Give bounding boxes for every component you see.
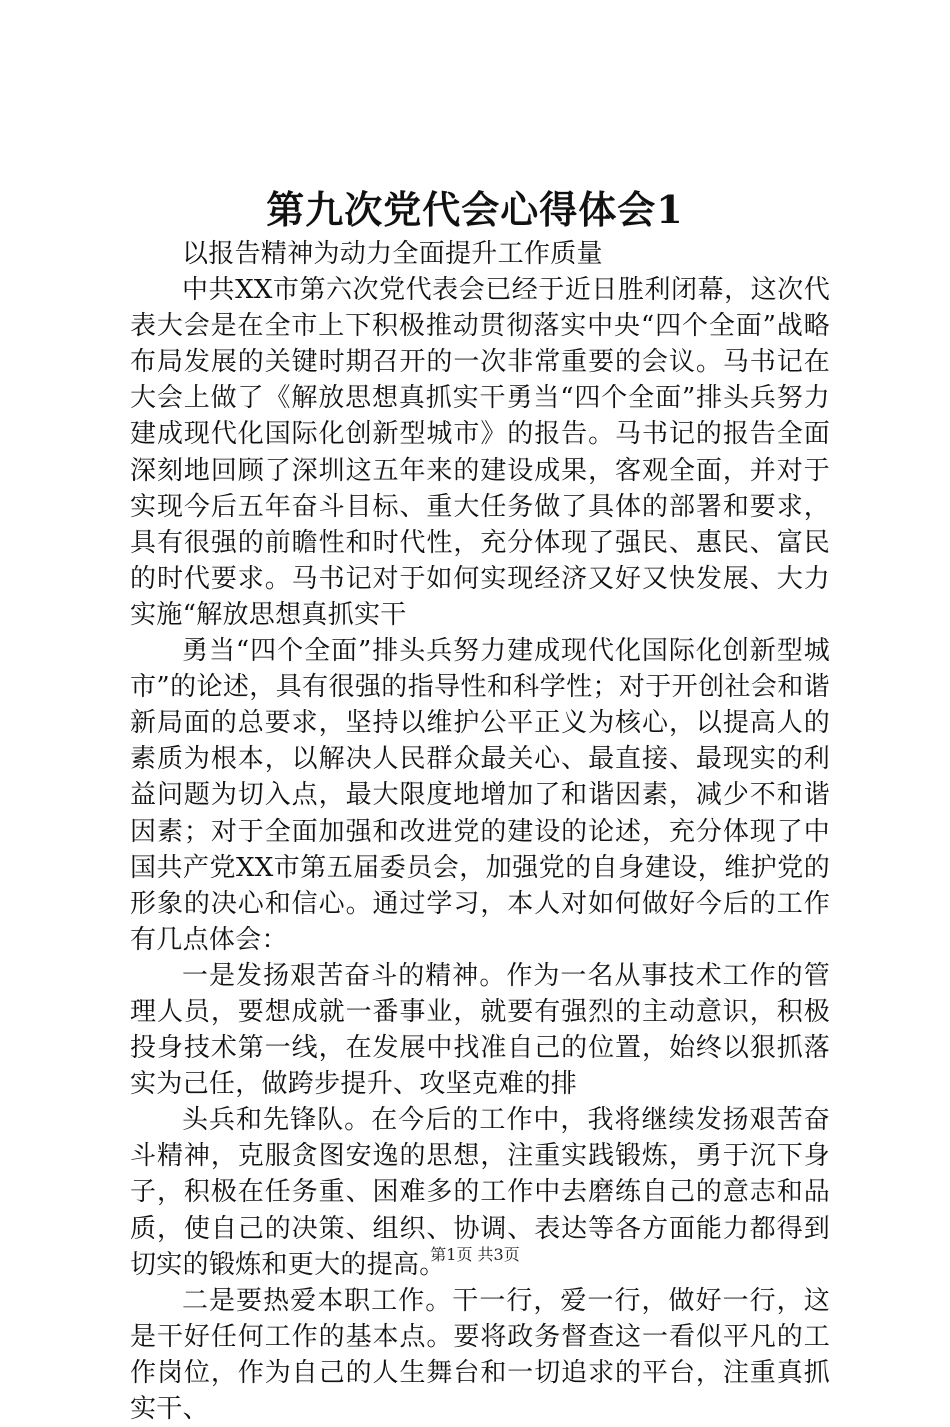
paragraph: 勇当“四个全面”排头兵努力建成现代化国际化创新型城市”的论述，具有很强的指导性和科学性；对于开创社会和谐新局面的总要求，坚持以维护公平正义为核心，以提高人的素质为根本，以解决人民群众最关心、最直接、最现实的利益问题为切入点，最大限度地增加了和谐因素，减少不和谐因素；对于全面加强和改进党的建设的论述，充分体现了中国共产党XX市第五届委员会，加强党的自身建设，维护党的形象的决心和信心。通过学习，本人对如何做好今后的工作有几点体会： xyxy=(130,636,830,955)
document-title: 第九次党代会心得体会1 xyxy=(266,187,684,232)
paragraph: 一是发扬艰苦奋斗的精神。作为一名从事技术工作的管理人员，要想成就一番事业，就要有强烈的主动意识，积极投身技术第一线，在发展中找准自己的位置，始终以狠抓落实为己任，做跨步提升、攻坚克难的排 xyxy=(130,960,830,1100)
page-number-footer: 第1页 共3页 xyxy=(430,1245,520,1264)
paragraph-subtitle: 以报告精神为动力全面提升工作质量 xyxy=(182,239,603,269)
paragraph: 二是要热爱本职工作。干一行，爱一行，做好一行，这是干好任何工作的基本点。要将政务督查这一看似平凡的工作岗位，作为自己的人生舞台和一切追求的平台，注重真抓实干、 xyxy=(130,1285,830,1424)
paragraph: 头兵和先锋队。在今后的工作中，我将继续发扬艰苦奋斗精神，克服贪图安逸的思想，注重实践锻炼，勇于沉下身子，积极在任务重、困难多的工作中去磨练自己的意志和品质，使自己的决策、组织、协调、表达等各方面能力都得到切实的锻炼和更大的提高。 xyxy=(130,1105,830,1280)
paragraph: 中共XX市第六次党代表会已经于近日胜利闭幕，这次代表大会是在全市上下积极推动贯彻落实中央“四个全面”战略布局发展的关键时期召开的一次非常重要的会议。马书记在大会上做了《解放思想真抓实干勇当“四个全面”排头兵努力建成现代化国际化创新型城市》的报告。马书记的报告全面深刻地回顾了深圳这五年来的建设成果，客观全面，并对于实现今后五年奋斗目标、重大任务做了具体的部署和要求，具有很强的前瞻性和时代性，充分体现了强民、惠民、富民的时代要求。马书记对于如何实现经济又好又快发展、大力实施“解放思想真抓实干 xyxy=(130,275,830,630)
